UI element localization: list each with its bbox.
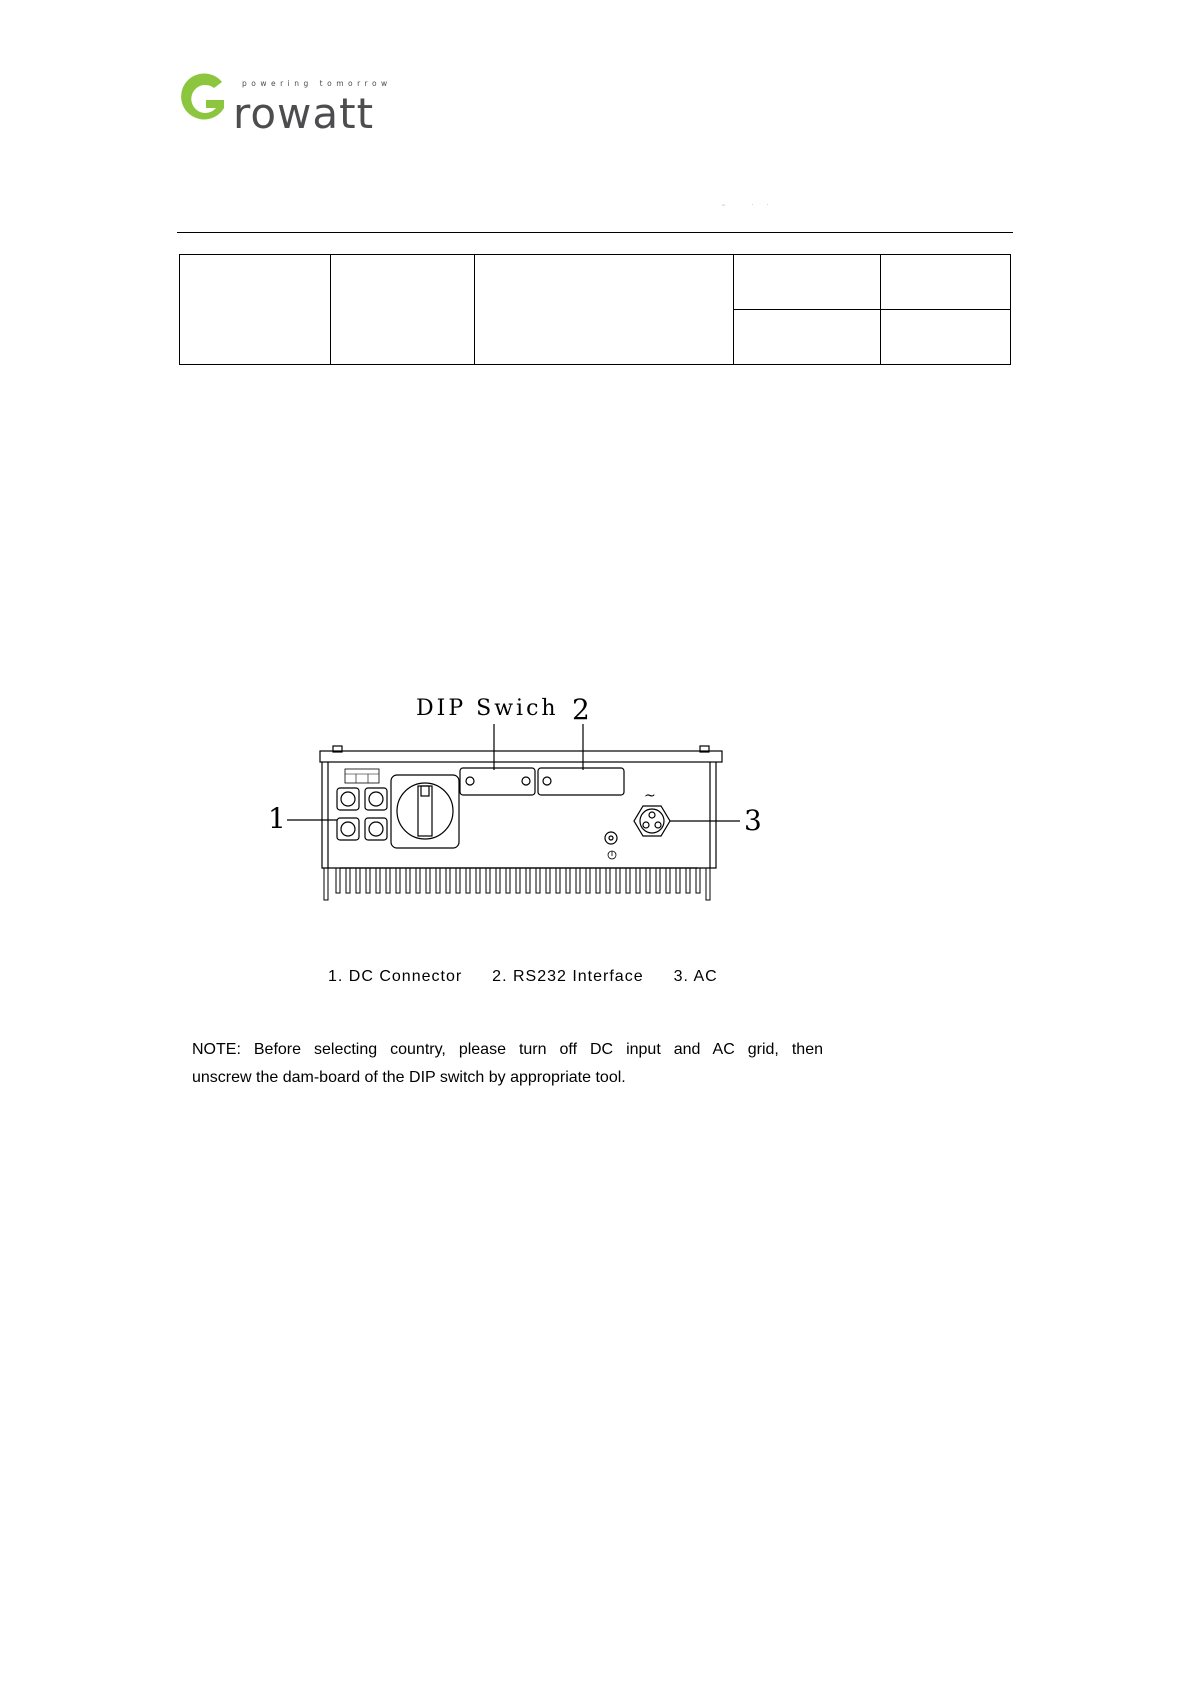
callout-2: 2	[572, 693, 590, 726]
svg-text:powering tomorrow: powering tomorrow	[242, 79, 392, 88]
header-faint-text: ˜ ˙˙	[722, 203, 782, 213]
svg-text:rowatt: rowatt	[233, 89, 375, 130]
document-header-table	[179, 254, 1011, 365]
dip-switch-label: DIP Swich	[416, 696, 559, 721]
callout-3: 3	[744, 804, 762, 837]
ac-symbol: ~	[644, 788, 656, 804]
caption-item: 2. RS232 Interface	[492, 968, 644, 985]
note-line-2: unscrew the dam-board of the DIP switch by appropriate tool.	[192, 1069, 626, 1086]
caption-item: 3. AC	[673, 968, 718, 985]
caption-item: 1. DC Connector	[328, 968, 463, 985]
figure-caption	[328, 968, 718, 986]
header-rule	[177, 232, 1013, 233]
note-line-1: NOTE: Before selecting country, please turn off DC input and AC grid, then	[192, 1041, 823, 1058]
growatt-logo	[178, 68, 408, 130]
inverter-bottom-view-diagram	[258, 688, 778, 908]
heat-sink-fins	[324, 868, 710, 900]
note-paragraph	[192, 1036, 823, 1092]
callout-1: 1	[268, 802, 286, 835]
